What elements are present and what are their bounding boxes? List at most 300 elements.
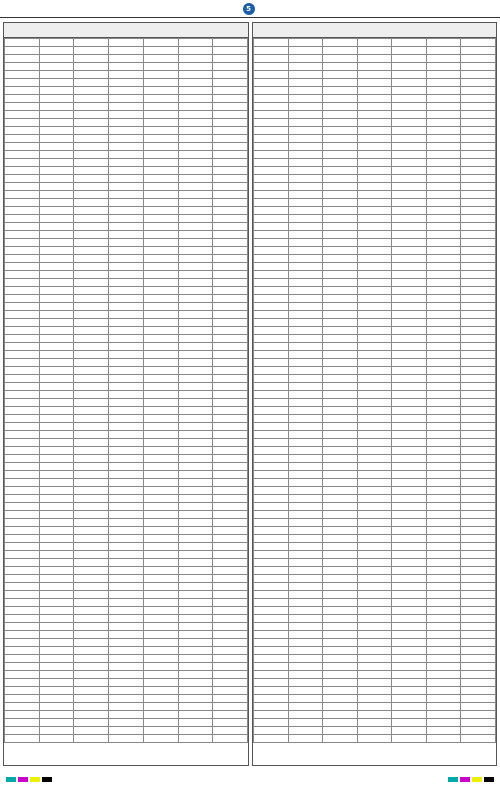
table-cell <box>392 375 427 383</box>
table-cell <box>357 39 392 47</box>
table-row <box>5 247 248 255</box>
table-cell <box>5 495 40 503</box>
table-cell <box>178 135 213 143</box>
table-cell <box>74 127 109 135</box>
table-cell <box>178 735 213 743</box>
table-cell <box>461 599 496 607</box>
table-cell <box>323 511 358 519</box>
table-row <box>5 351 248 359</box>
table-cell <box>178 191 213 199</box>
table-cell <box>143 527 178 535</box>
table-cell <box>461 343 496 351</box>
table-cell <box>109 599 144 607</box>
table-cell <box>254 111 289 119</box>
table-cell <box>357 191 392 199</box>
table-cell <box>143 407 178 415</box>
table-cell <box>254 607 289 615</box>
table-cell <box>5 631 40 639</box>
table-cell <box>178 687 213 695</box>
table-cell <box>74 223 109 231</box>
table-cell <box>288 271 323 279</box>
table-row <box>254 583 496 591</box>
table-cell <box>357 503 392 511</box>
table-cell <box>178 287 213 295</box>
table-cell <box>39 95 74 103</box>
table-cell <box>109 207 144 215</box>
table-cell <box>143 559 178 567</box>
table-cell <box>426 311 461 319</box>
table-row <box>254 39 496 47</box>
table-cell <box>392 607 427 615</box>
table-cell <box>178 599 213 607</box>
table-cell <box>426 503 461 511</box>
table-cell <box>143 207 178 215</box>
table-cell <box>426 415 461 423</box>
table-cell <box>426 239 461 247</box>
table-cell <box>357 583 392 591</box>
table-cell <box>213 671 248 679</box>
table-cell <box>5 55 40 63</box>
table-cell <box>461 407 496 415</box>
table-cell <box>178 239 213 247</box>
table-cell <box>39 295 74 303</box>
table-cell <box>323 431 358 439</box>
table-cell <box>5 591 40 599</box>
table-cell <box>74 663 109 671</box>
table-cell <box>5 391 40 399</box>
table-cell <box>357 71 392 79</box>
table-cell <box>178 143 213 151</box>
table-cell <box>323 639 358 647</box>
table-cell <box>254 407 289 415</box>
table-cell <box>178 87 213 95</box>
table-cell <box>461 575 496 583</box>
table-cell <box>254 711 289 719</box>
table-cell <box>392 463 427 471</box>
table-row <box>254 247 496 255</box>
table-cell <box>143 655 178 663</box>
table-cell <box>143 463 178 471</box>
table-cell <box>143 351 178 359</box>
table-cell <box>74 199 109 207</box>
table-cell <box>357 439 392 447</box>
table-cell <box>461 127 496 135</box>
table-cell <box>426 431 461 439</box>
table-cell <box>5 471 40 479</box>
table-cell <box>5 79 40 87</box>
table-row <box>254 55 496 63</box>
table-row <box>5 511 248 519</box>
table-cell <box>323 559 358 567</box>
table-row <box>5 159 248 167</box>
table-cell <box>323 215 358 223</box>
table-cell <box>426 119 461 127</box>
table-cell <box>39 647 74 655</box>
table-cell <box>392 591 427 599</box>
table-cell <box>392 359 427 367</box>
table-cell <box>323 311 358 319</box>
table-cell <box>109 471 144 479</box>
table-cell <box>109 583 144 591</box>
table-cell <box>288 479 323 487</box>
table-cell <box>5 287 40 295</box>
table-cell <box>178 175 213 183</box>
table-cell <box>254 511 289 519</box>
table-cell <box>254 615 289 623</box>
table-cell <box>426 103 461 111</box>
table-cell <box>143 455 178 463</box>
table-cell <box>461 263 496 271</box>
table-cell <box>288 711 323 719</box>
table-cell <box>254 439 289 447</box>
table-cell <box>392 583 427 591</box>
table-cell <box>357 327 392 335</box>
table-cell <box>143 311 178 319</box>
table-cell <box>357 135 392 143</box>
table-cell <box>288 79 323 87</box>
table-cell <box>426 263 461 271</box>
left-column-table <box>3 22 249 766</box>
table-cell <box>213 391 248 399</box>
table-cell <box>357 47 392 55</box>
table-cell <box>357 479 392 487</box>
table-row <box>254 375 496 383</box>
table-cell <box>109 71 144 79</box>
table-cell <box>254 399 289 407</box>
table-cell <box>5 415 40 423</box>
table-cell <box>323 175 358 183</box>
table-cell <box>323 655 358 663</box>
table-cell <box>178 63 213 71</box>
table-cell <box>109 711 144 719</box>
table-cell <box>213 511 248 519</box>
table-cell <box>39 463 74 471</box>
table-cell <box>323 335 358 343</box>
table-row <box>254 447 496 455</box>
table-cell <box>288 127 323 135</box>
table-cell <box>213 663 248 671</box>
table-cell <box>39 703 74 711</box>
table-cell <box>143 503 178 511</box>
table-row <box>5 455 248 463</box>
table-cell <box>178 503 213 511</box>
table-cell <box>426 231 461 239</box>
table-cell <box>74 623 109 631</box>
table-cell <box>5 615 40 623</box>
table-cell <box>74 135 109 143</box>
table-cell <box>323 495 358 503</box>
table-cell <box>143 711 178 719</box>
table-cell <box>178 679 213 687</box>
table-cell <box>323 535 358 543</box>
table-cell <box>254 535 289 543</box>
table-cell <box>288 543 323 551</box>
table-cell <box>254 423 289 431</box>
table-cell <box>109 255 144 263</box>
table-row <box>5 87 248 95</box>
table-cell <box>323 199 358 207</box>
table-cell <box>39 63 74 71</box>
table-cell <box>5 567 40 575</box>
table-cell <box>213 591 248 599</box>
table-cell <box>461 367 496 375</box>
table-row <box>254 295 496 303</box>
table-cell <box>74 103 109 111</box>
table-cell <box>39 191 74 199</box>
table-cell <box>143 479 178 487</box>
table-cell <box>213 319 248 327</box>
table-cell <box>74 647 109 655</box>
table-cell <box>143 71 178 79</box>
table-cell <box>39 679 74 687</box>
table-cell <box>178 631 213 639</box>
table-cell <box>109 351 144 359</box>
table-cell <box>426 559 461 567</box>
table-cell <box>461 159 496 167</box>
table-cell <box>178 575 213 583</box>
table-cell <box>109 319 144 327</box>
table-cell <box>143 447 178 455</box>
table-cell <box>392 143 427 151</box>
table-row <box>254 175 496 183</box>
table-cell <box>213 287 248 295</box>
table-cell <box>39 255 74 263</box>
table-cell <box>461 135 496 143</box>
table-row <box>5 319 248 327</box>
table-cell <box>74 159 109 167</box>
table-row <box>254 199 496 207</box>
table-cell <box>461 271 496 279</box>
table-row <box>5 423 248 431</box>
table-cell <box>426 287 461 295</box>
table-cell <box>109 399 144 407</box>
table-cell <box>109 39 144 47</box>
table-cell <box>323 527 358 535</box>
table-cell <box>109 159 144 167</box>
table-cell <box>213 111 248 119</box>
table-cell <box>213 535 248 543</box>
table-cell <box>109 135 144 143</box>
table-cell <box>74 255 109 263</box>
table-cell <box>392 535 427 543</box>
table-cell <box>39 567 74 575</box>
table-cell <box>392 575 427 583</box>
table-cell <box>461 519 496 527</box>
table-cell <box>74 55 109 63</box>
table-cell <box>392 135 427 143</box>
table-cell <box>74 383 109 391</box>
table-cell <box>74 479 109 487</box>
table-cell <box>254 167 289 175</box>
table-row <box>254 687 496 695</box>
table-cell <box>39 367 74 375</box>
table-cell <box>392 479 427 487</box>
table-cell <box>143 247 178 255</box>
table-cell <box>178 567 213 575</box>
table-cell <box>357 255 392 263</box>
table-cell <box>323 407 358 415</box>
table-cell <box>178 615 213 623</box>
table-row <box>254 255 496 263</box>
table-cell <box>74 391 109 399</box>
table-cell <box>39 279 74 287</box>
table-cell <box>323 711 358 719</box>
table-cell <box>254 255 289 263</box>
table-cell <box>74 527 109 535</box>
table-cell <box>461 183 496 191</box>
table-cell <box>426 335 461 343</box>
table-cell <box>5 359 40 367</box>
table-cell <box>392 679 427 687</box>
table-cell <box>426 519 461 527</box>
table-cell <box>39 471 74 479</box>
table-cell <box>143 375 178 383</box>
table-cell <box>392 711 427 719</box>
table-row <box>5 519 248 527</box>
table-cell <box>392 119 427 127</box>
table-row <box>254 511 496 519</box>
table-cell <box>213 455 248 463</box>
table-cell <box>178 311 213 319</box>
table-cell <box>39 359 74 367</box>
table-cell <box>392 319 427 327</box>
table-row <box>5 479 248 487</box>
table-cell <box>461 255 496 263</box>
table-cell <box>109 127 144 135</box>
table-cell <box>74 287 109 295</box>
table-cell <box>461 415 496 423</box>
table-cell <box>288 647 323 655</box>
table-cell <box>461 647 496 655</box>
table-cell <box>74 575 109 583</box>
table-cell <box>213 471 248 479</box>
table-cell <box>357 639 392 647</box>
table-cell <box>39 167 74 175</box>
table-cell <box>461 679 496 687</box>
table-cell <box>109 175 144 183</box>
table-cell <box>178 439 213 447</box>
table-cell <box>178 103 213 111</box>
table-cell <box>74 719 109 727</box>
table-cell <box>392 279 427 287</box>
table-row <box>254 231 496 239</box>
table-row <box>5 207 248 215</box>
table-row <box>5 543 248 551</box>
table-cell <box>461 463 496 471</box>
table-cell <box>357 559 392 567</box>
table-cell <box>426 151 461 159</box>
table-cell <box>74 231 109 239</box>
table-cell <box>357 599 392 607</box>
table-cell <box>254 287 289 295</box>
table-cell <box>143 647 178 655</box>
table-cell <box>74 583 109 591</box>
table-cell <box>288 111 323 119</box>
table-cell <box>39 343 74 351</box>
table-cell <box>5 727 40 735</box>
table-cell <box>357 623 392 631</box>
table-cell <box>213 503 248 511</box>
table-cell <box>213 63 248 71</box>
table-cell <box>461 351 496 359</box>
table-cell <box>213 175 248 183</box>
table-row <box>5 399 248 407</box>
table-cell <box>254 279 289 287</box>
table-cell <box>461 503 496 511</box>
table-cell <box>461 559 496 567</box>
table-cell <box>5 119 40 127</box>
table-cell <box>143 191 178 199</box>
table-row <box>254 527 496 535</box>
table-cell <box>109 607 144 615</box>
table-cell <box>426 663 461 671</box>
table-cell <box>461 191 496 199</box>
table-cell <box>5 439 40 447</box>
table-cell <box>5 735 40 743</box>
table-cell <box>5 575 40 583</box>
table-row <box>254 367 496 375</box>
table-cell <box>39 223 74 231</box>
table-cell <box>213 279 248 287</box>
table-cell <box>39 591 74 599</box>
table-cell <box>254 543 289 551</box>
table-cell <box>254 327 289 335</box>
table-cell <box>254 687 289 695</box>
table-cell <box>39 559 74 567</box>
table-cell <box>254 519 289 527</box>
table-cell <box>254 263 289 271</box>
table-cell <box>178 647 213 655</box>
table-cell <box>288 71 323 79</box>
table-cell <box>143 383 178 391</box>
table-cell <box>288 383 323 391</box>
table-cell <box>392 631 427 639</box>
table-cell <box>74 727 109 735</box>
table-cell <box>74 543 109 551</box>
table-cell <box>143 159 178 167</box>
table-cell <box>254 663 289 671</box>
table-cell <box>178 223 213 231</box>
table-cell <box>74 639 109 647</box>
table-cell <box>178 623 213 631</box>
table-cell <box>109 223 144 231</box>
table-cell <box>213 303 248 311</box>
table-row <box>254 95 496 103</box>
table-cell <box>39 375 74 383</box>
table-cell <box>288 279 323 287</box>
table-row <box>254 271 496 279</box>
table-cell <box>39 391 74 399</box>
table-cell <box>74 327 109 335</box>
table-row <box>254 119 496 127</box>
table-cell <box>426 511 461 519</box>
table-cell <box>461 455 496 463</box>
table-cell <box>213 583 248 591</box>
table-cell <box>5 255 40 263</box>
table-row <box>254 127 496 135</box>
table-cell <box>426 175 461 183</box>
table-row <box>5 383 248 391</box>
table-cell <box>143 223 178 231</box>
table-row <box>254 519 496 527</box>
table-cell <box>323 367 358 375</box>
table-cell <box>323 583 358 591</box>
table-cell <box>143 583 178 591</box>
table-cell <box>74 487 109 495</box>
table-cell <box>357 223 392 231</box>
table-cell <box>323 55 358 63</box>
table-cell <box>39 511 74 519</box>
